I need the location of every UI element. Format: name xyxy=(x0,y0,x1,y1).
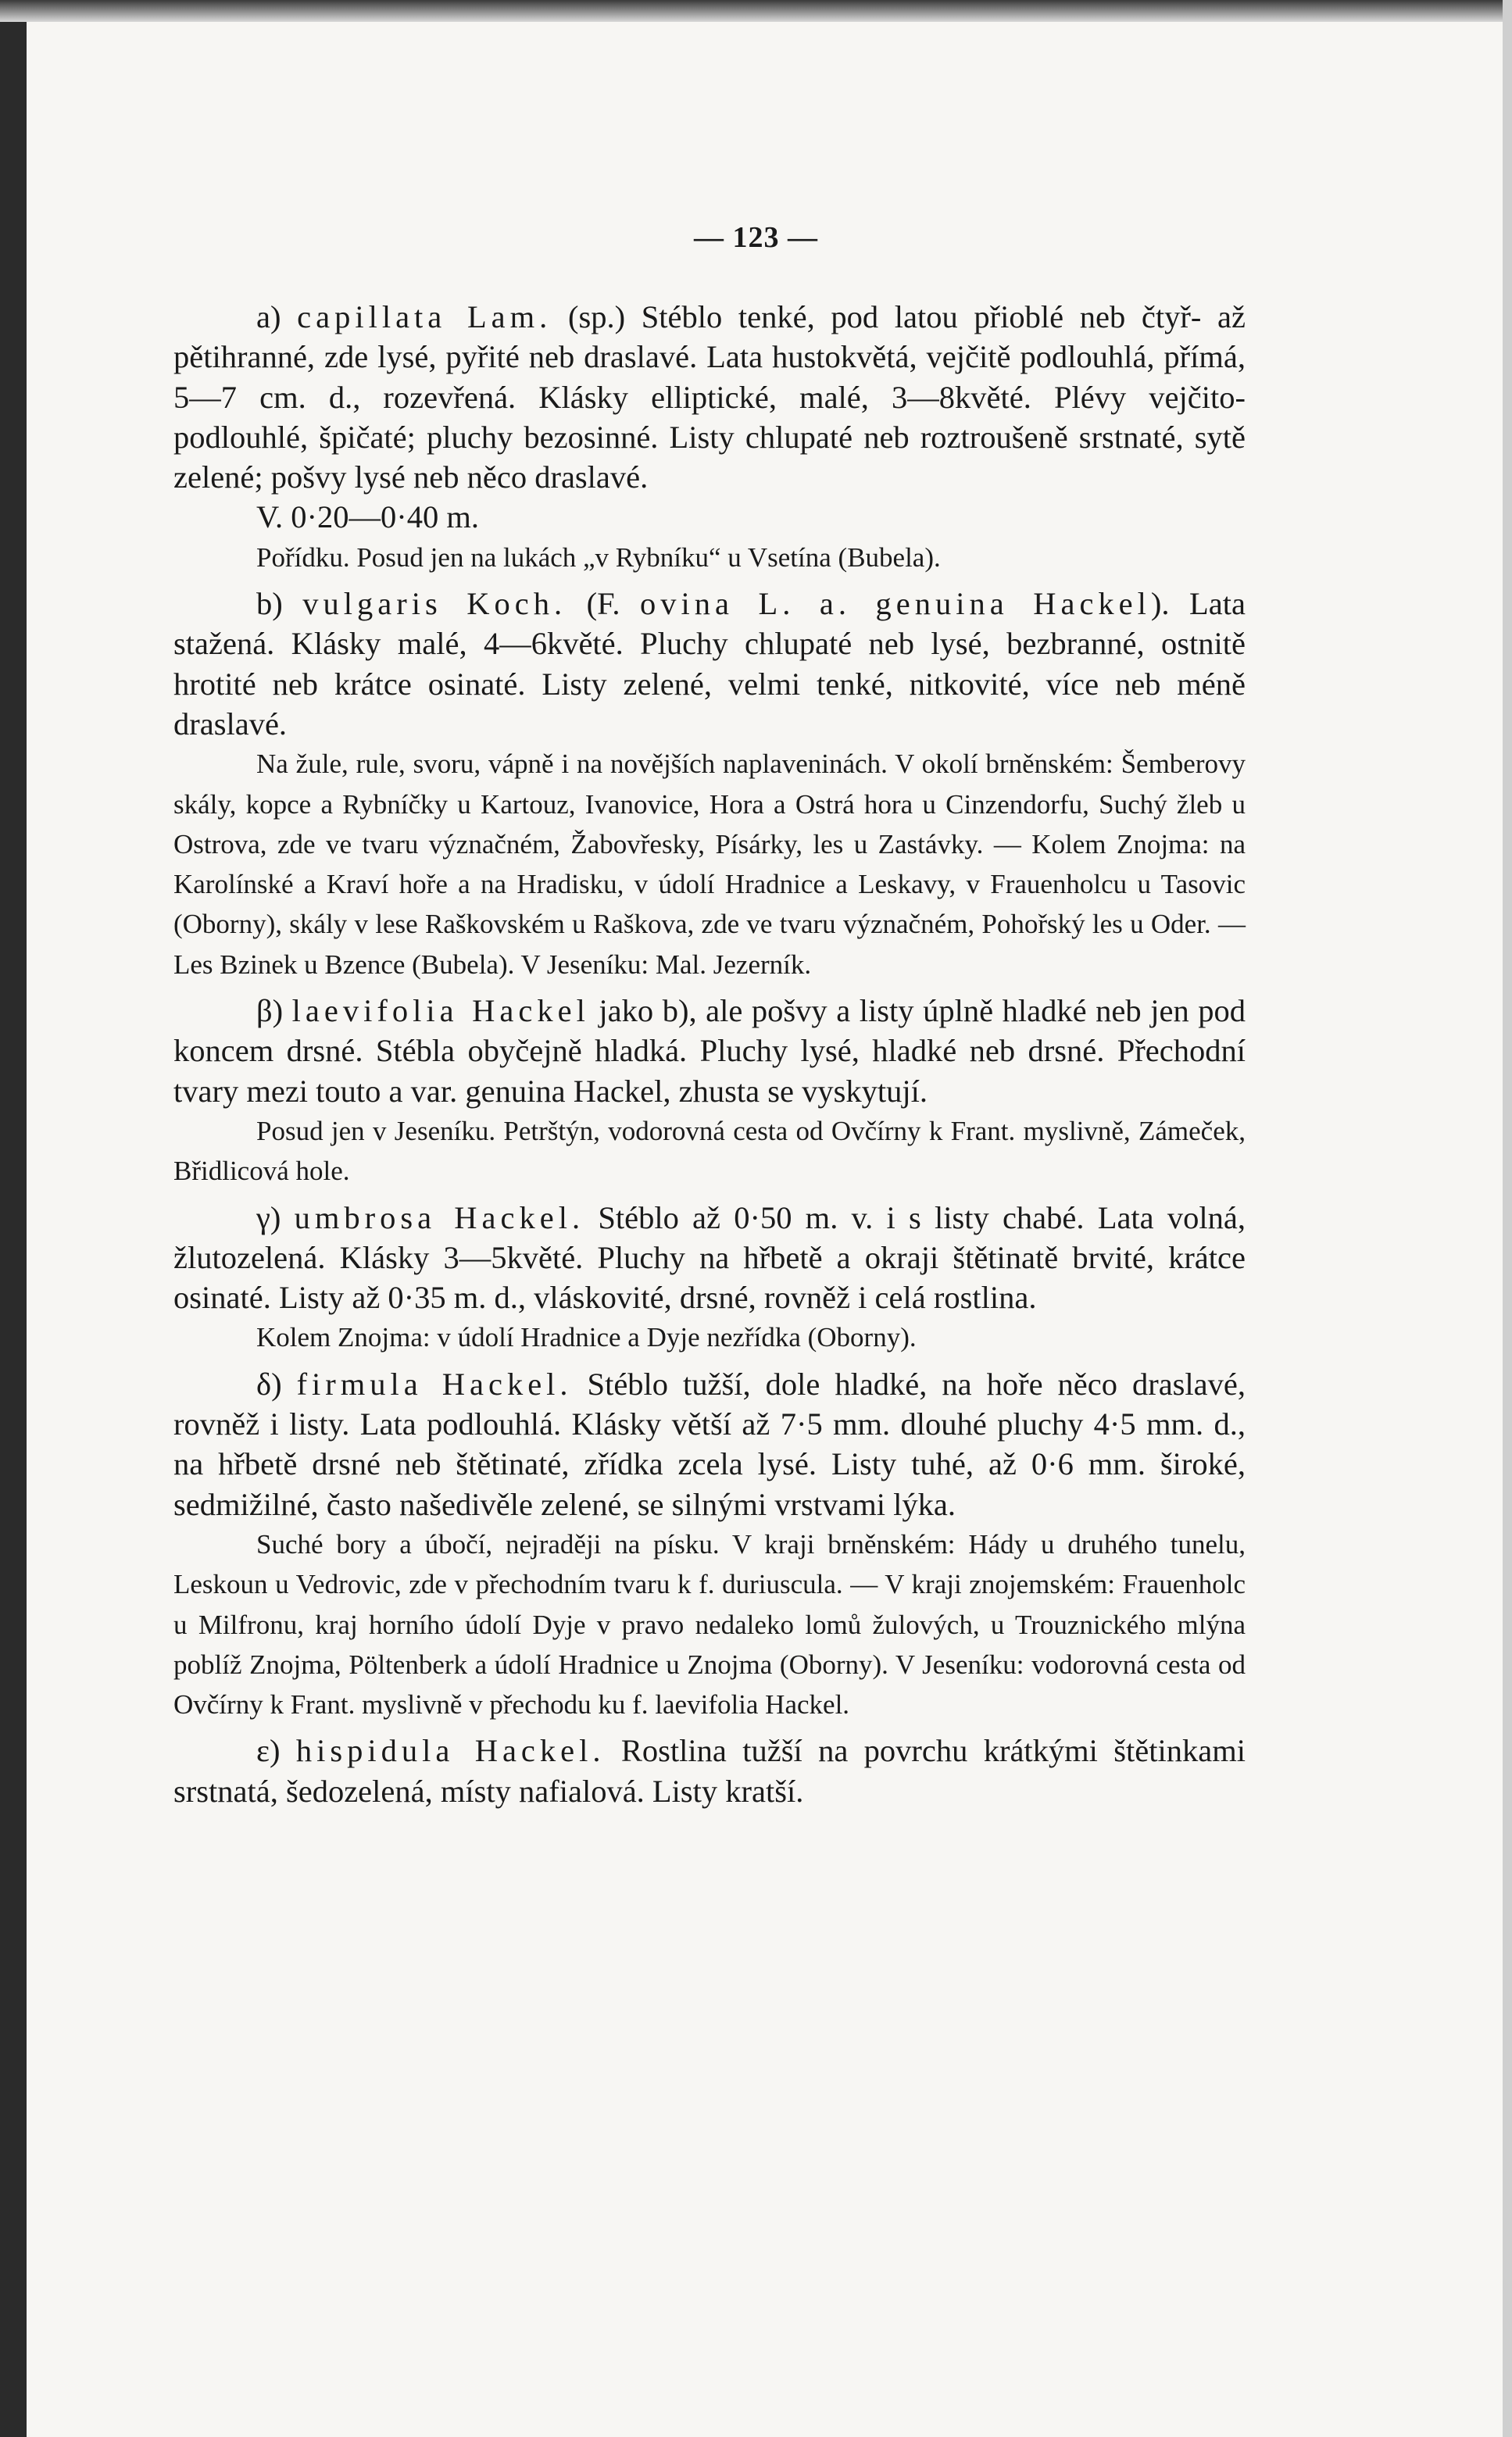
taxon-name: laevifolia Hackel xyxy=(291,993,590,1029)
label: b) xyxy=(256,586,303,622)
description: (sp.) Stéblo tenké, pod latou přioblé neb čtyř- až pětihranné, zde lysé, pyřité neb draslavé. Lata hustokvětá, vejčitě podlouhlá, přímá, 5—7 cm. d., rozevřená. Klásky elliptické, malé, 3—8květé. Plévy vejčito-podlouhlé, špičaté; pluchy bezosinné. Listy chlupaté neb roztroušeně srstnaté, sytě zelené; pošvy lysé neb něco draslavé. xyxy=(173,299,1246,495)
paragraph-gamma-locality: Kolem Znojma: v údolí Hradnice a Dyje nezřídka (Oborny). xyxy=(256,1322,917,1353)
paragraph-a-description xyxy=(173,297,1246,497)
description: (F. xyxy=(567,586,641,622)
paragraph-beta-locality: Posud jen v Jeseníku. Petrštýn, vodorovná cesta od Ovčírny k Frant. myslivně, Zámeček, Břidlicová hole. xyxy=(173,1115,1246,1187)
label: ε) xyxy=(256,1733,296,1769)
taxon-name: vulgaris Koch. xyxy=(302,586,567,622)
label: γ) xyxy=(256,1199,295,1235)
description: Stéblo až 0·50 m. v. i s listy chabé. Lata volná, žlutozelená. Klásky 3—5květé. Pluchy na hřbetě a okraji štětinatě brvité, krátce osinaté. Listy až 0·35 m. d., vláskovité, drsné, rovněž i celá rostlina. xyxy=(173,1199,1246,1316)
taxon-name-secondary: ovina L. a. genuina Hackel xyxy=(640,586,1151,622)
taxon-name: hispidula Hackel. xyxy=(295,1733,606,1769)
description: Stéblo tužší, dole hladké, na hoře něco draslavé, rovněž i listy. Lata podlouhlá. Klásky větší až 7·5 mm. dlouhé pluchy 4·5 mm. d., na hřbetě drsné neb štětinaté, zřídka zcela lysé. Listy tuhé, až 0·6 mm. široké, sedmižilné, často našedivěle zelené, se silnými vrstvami lýka. xyxy=(173,1366,1246,1522)
paragraph-delta-description xyxy=(173,1364,1246,1524)
paragraph-a-height: V. 0·20—0·40 m. xyxy=(256,499,480,535)
paragraph-b-locality: Na žule, rule, svoru, vápně i na novějších naplaveninách. V okolí brněnském: Šemberovy skály, kopce a Rybníčky u Kartouz, Ivanovice, Hora a Ostrá hora u Cinzendorfu, Suchý žleb u Ostrova, zde ve tvaru význačném, Žabovřesky, Písárky, les u Zastávky. — Kolem Znojma: na Karolínské a Kraví hoře a na Hradisku, v údolí Hradnice a Leskavy, v Frauenholcu u Tasovic (Oborny), skály v lese Raškovském u Raškova, zde ve tvaru význačném, Pohořský les u Oder. — Les Bzinek u Bzence (Bubela). V Jeseníku: Mal. Jezerník. xyxy=(173,749,1246,980)
scan-border-top xyxy=(0,0,1512,22)
paragraph-delta-locality: Suché bory a úbočí, nejraději na písku. V kraji brněnském: Hády u druhého tunelu, Leskoun u Vedrovic, zde v přechodním tvaru k f. duriuscula. — V kraji znojemském: Frauenholc u Milfronu, kraj horního údolí Dyje v pravo nedaleko lomů žulových, u Trouznického mlýna poblíž Znojma, Pöltenberk a údolí Hradnice u Znojma (Oborny). V Jeseníku: vodorovná cesta od Ovčírny k Frant. myslivně v přechodu ku f. laevifolia Hackel. xyxy=(173,1528,1246,1721)
paragraph-b-description xyxy=(173,584,1246,744)
paragraph-a-locality: Pořídku. Posud jen na lukách „v Rybníku“ u Vsetína (Bubela). xyxy=(256,541,941,573)
paragraph-gamma-description xyxy=(173,1198,1246,1318)
taxon-name: umbrosa Hackel. xyxy=(294,1199,585,1235)
scan-border-right xyxy=(1503,0,1512,2437)
page-body xyxy=(173,297,1246,1811)
taxon-name: firmula Hackel. xyxy=(296,1366,573,1402)
description: Rostlina tužší na povrchu krátkými štětinkami srstnatá, šedozelená, místy nafialová. Listy kratší. xyxy=(173,1733,1246,1809)
description-continued: ). Lata stažená. Klásky malé, 4—6květé. Pluchy chlupaté neb lysé, bezbranné, ostnitě hrotité neb krátce osinaté. Listy zelené, velmi tenké, nitkovité, více neb méně draslavé. xyxy=(173,586,1246,741)
label: δ) xyxy=(256,1366,297,1402)
label: β) xyxy=(256,993,292,1029)
page-number: — 123 — xyxy=(694,221,818,254)
description: jako b), ale pošvy a listy úplně hladké neb jen pod koncem drsné. Stébla obyčejně hladká. Pluchy lysé, hladké neb drsné. Přechodní tvary mezi touto a var. genuina Hackel, zhusta se vyskytují. xyxy=(173,993,1246,1109)
taxon-name: capillata Lam. xyxy=(297,299,552,334)
paragraph-beta-description xyxy=(173,991,1246,1111)
scan-border-left xyxy=(0,0,27,2437)
paragraph-epsilon-description xyxy=(173,1731,1246,1811)
label: a) xyxy=(256,299,298,334)
